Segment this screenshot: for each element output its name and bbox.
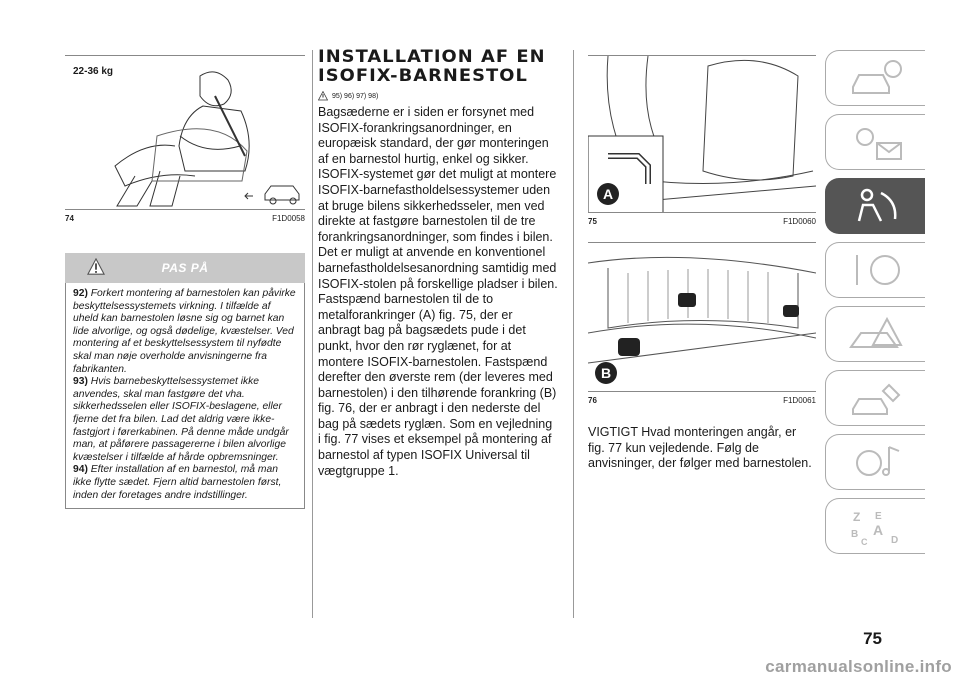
column-divider: [573, 50, 574, 618]
seat-anchor-illustration: [588, 56, 816, 213]
car-icon: [245, 186, 299, 204]
nav-emergency[interactable]: [825, 306, 925, 362]
warning-references: 95) 96) 97) 98): [318, 91, 558, 101]
figure-76-caption: 76 F1D0061: [588, 396, 816, 405]
nav-multimedia[interactable]: [825, 434, 925, 490]
safety-airbag-icon: [845, 185, 907, 227]
warning-item-92: 92) Forkert montering af barnestolen kan påvirke beskyttelsessystemets virkning. I tilfælde af uheld kan barnestolen løsne sig og barnet kan lide alvorlige, og også dødelige, kvæstelser. Ved montering af et beskyttelsessystem til nyfødte skal man nøje overholde anvisningerne fra fabrikanten.: [73, 288, 296, 375]
svg-text:B: B: [600, 365, 612, 381]
tether-anchor-illustration: [588, 243, 816, 392]
column-divider: [312, 50, 313, 618]
nav-index[interactable]: [825, 498, 925, 554]
emergency-triangle-icon: [845, 313, 907, 355]
figure-74: [65, 55, 305, 210]
warning-lights-icon: [845, 121, 907, 163]
section-title: INSTALLATION AF EN ISOFIX-BARNESTOL: [318, 47, 546, 86]
figure-74-caption: 74 F1D0058: [65, 214, 305, 223]
section-body-text: Bagsæderne er i siden er forsynet med ISOFIX-forankringsanordninger, en europæisk standard, der gør monteringen af en barnestol hurtig, enkel og sikker. ISOFIX-systemet gør det muligt at montere ISOFIX-barnefastholdelsessystemer uden at bruge bilens sikkerhedsseler, men ved direkte at fastgøre barnestolen til de tre forankringsanordninger, som findes i bilen. Det er muligt at anvende en konventionel barnefastholdelsesanordning samtidig med ISOFIX-stolen på forskellige pladser i bilen. Fastspænd barnestolen til de to metalforankringer (A) fig. 75, der er anbragt bag på bagsædets pude i det punkt, hvor den rør ryglænet, for at montere ISOFIX-barnestolen. Fastspænd derefter den øverste rem (der leveres med barnestolen) i den tilhørende forankring (B) fig. 76, der er anbragt i den nederste del bag på sædets ryglæn. Som en vejledning i fig. 77 vises et eksempel på montering af barnestol af typen ISOFIX Universal til vægtgruppe 1.: [318, 105, 558, 478]
warning-header: [65, 253, 305, 283]
figure-76: [588, 242, 816, 392]
svg-text:A: A: [602, 186, 614, 202]
warning-body: [65, 283, 305, 509]
figure-75-caption: 75 F1D0060: [588, 217, 816, 226]
weight-group-label: 22-36 kg: [73, 66, 114, 77]
chapter-navigation: [825, 50, 957, 562]
svg-text:A: A: [872, 522, 883, 538]
alphabetical-index-icon: [845, 505, 907, 547]
svg-text:C: C: [860, 537, 867, 547]
page-number: 75: [863, 629, 882, 648]
nav-car-info[interactable]: [825, 50, 925, 106]
svg-text:B: B: [850, 529, 858, 540]
svg-text:D: D: [890, 535, 898, 546]
left-column: [65, 55, 305, 509]
car-service-icon: [845, 377, 907, 419]
nav-safety[interactable]: [825, 178, 925, 234]
figure-75: [588, 55, 816, 213]
nav-starting-driving[interactable]: [825, 242, 925, 298]
nav-maintenance[interactable]: [825, 370, 925, 426]
booster-seat-illustration: [65, 56, 305, 210]
warning-item-94: 94) Efter installation af en barnestol, må man ikke flytte sædet. Fjern altid barnestolen først, inden der foretages andre indstillinger.: [73, 464, 282, 501]
watermark: carmanualsonline.info: [765, 657, 952, 676]
important-note: VIGTIGT Hvad monteringen angår, er fig. 77 kun vejledende. Følg de anvisninger, der følger med barnestolen.: [588, 425, 812, 471]
svg-text:Z: Z: [852, 510, 860, 524]
right-column: [588, 55, 816, 472]
svg-text:E: E: [874, 511, 882, 522]
warning-triangle-icon: [87, 258, 105, 276]
middle-column: [318, 48, 558, 479]
nav-warning-lights[interactable]: [825, 114, 925, 170]
warning-item-93: 93) Hvis barnebeskyttelsessystemet ikke anvendes, skal man fastgøre det vha. sikkerhedsselen eller ISOFIX-beslagene, eller fjerne det fra bilen. Lad det aldrig være ikke-fastgjort i førerkabinen. På denne måde undgår man, at påførere passagererne i bilen alvorlige kvæstelser i tilfælde af hårde opbremsninger.: [73, 376, 289, 463]
steering-key-icon: [845, 249, 907, 291]
car-info-icon: [845, 57, 907, 99]
small-warning-triangle-icon: [318, 91, 328, 101]
warning-title: PAS PÅ: [161, 261, 209, 275]
multimedia-icon: [845, 441, 907, 483]
